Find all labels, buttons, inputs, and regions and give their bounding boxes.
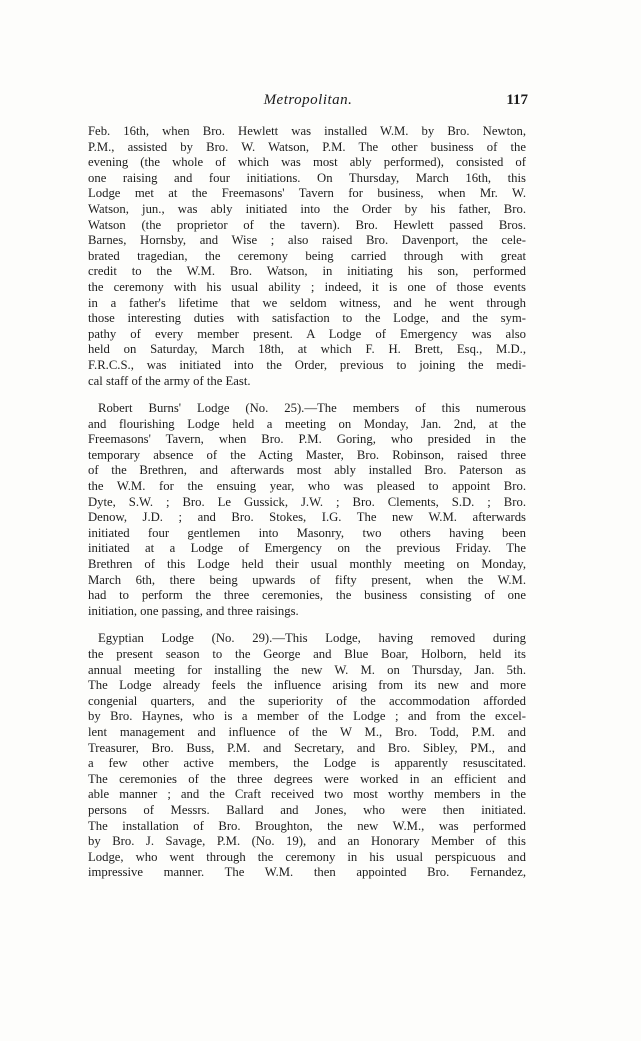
text-line: Barnes, Hornsby, and Wise ; also raised Bro. Davenport, the cele- — [88, 233, 526, 248]
text-line: by Bro. Haynes, who is a member of the Lodge ; and from the excel- — [88, 709, 526, 724]
text-line: Egyptian Lodge (No. 29).—This Lodge, having removed during — [98, 631, 526, 646]
body-text — [88, 124, 526, 881]
text-line: a few other active members, the Lodge is apparently resuscitated. — [88, 756, 526, 771]
text-line: those interesting duties with satisfaction to the Lodge, and the sym- — [88, 311, 526, 326]
text-line: Robert Burns' Lodge (No. 25).—The members of this numerous — [98, 401, 526, 416]
text-line: Dyte, S.W. ; Bro. Le Gussick, J.W. ; Bro. Clements, S.D. ; Bro. — [88, 494, 526, 509]
text-line: held on Saturday, March 18th, at which F. H. Brett, Esq., M.D., — [88, 342, 526, 357]
running-head: Metropolitan. — [263, 92, 353, 108]
text-line: the W.M. for the ensuing year, who was pleased to appoint Bro. — [88, 479, 526, 494]
text-line: of the Brethren, and afterwards most ably installed Bro. Paterson as — [88, 463, 526, 478]
text-line: Treasurer, Bro. Buss, P.M. and Secretary, and Bro. Sibley, PM., and — [88, 740, 526, 755]
text-line: F.R.C.S., was initiated into the Order, previous to joining the medi- — [88, 357, 526, 372]
text-line: initiated four gentlemen into Masonry, two others having been — [88, 525, 526, 540]
text-line: Lodge, who went through the ceremony in his usual perspicuous and — [88, 849, 526, 864]
text-line: pathy of every member present. A Lodge of Emergency was also — [88, 326, 526, 341]
text-line: Denow, J.D. ; and Bro. Stokes, I.G. The new W.M. afterwards — [88, 510, 526, 525]
text-line: annual meeting for installing the new W. M. on Thursday, Jan. 5th. — [88, 662, 526, 677]
paragraph-1 — [88, 124, 526, 389]
text-line: Brethren of this Lodge held their usual monthly meeting on Monday, — [88, 557, 526, 572]
paragraph-2 — [88, 401, 526, 619]
text-line: brated tragedian, the ceremony being carried through with great — [88, 248, 526, 263]
text-line: the present season to the George and Blue Boar, Holborn, held its — [88, 647, 526, 661]
text-line: March 6th, there being upwards of fifty present, when the W.M. — [88, 572, 526, 587]
text-line: The installation of Bro. Broughton, the new W.M., was performed — [88, 818, 526, 833]
text-line: in a father's lifetime that we seldom witness, and he went through — [88, 295, 526, 310]
text-line: P.M., assisted by Bro. W. Watson, P.M. The other business of the — [88, 139, 526, 154]
page-header — [88, 92, 528, 114]
text-line: cal staff of the army of the East. — [88, 373, 251, 388]
text-line: and flourishing Lodge held a meeting on Monday, Jan. 2nd, at the — [88, 416, 526, 431]
text-line: The ceremonies of the three degrees were worked in an efficient and — [88, 771, 526, 786]
paragraph-3 — [88, 631, 526, 881]
text-line: persons of Messrs. Ballard and Jones, who were then initiated. — [88, 802, 526, 817]
text-line: one raising and four initiations. On Thursday, March 16th, this — [88, 170, 526, 185]
text-line: impressive manner. The W.M. then appointed Bro. Fernandez, — [88, 865, 526, 880]
text-line: initiated at a Lodge of Emergency on the previous Friday. The — [88, 541, 526, 556]
text-line: the ceremony with his usual ability ; indeed, it is one of those events — [88, 279, 526, 294]
text-line: Lodge met at the Freemasons' Tavern for business, when Mr. W. — [88, 186, 526, 201]
text-line: able manner ; and the Craft received two most worthy members in the — [88, 787, 526, 802]
text-line: evening (the whole of which was most ably performed), consisted of — [88, 155, 526, 170]
paragraph-spacer — [88, 389, 526, 401]
paragraph-spacer — [88, 619, 526, 631]
text-line: Watson (the proprietor of the tavern). Bro. Hewlett passed Bros. — [88, 217, 526, 232]
text-line: initiation, one passing, and three raisings. — [88, 603, 299, 618]
text-line: Watson, jun., was ably initiated into the Order by his father, Bro. — [88, 201, 526, 216]
text-line: lent management and influence of the W M., Bro. Todd, P.M. and — [88, 724, 526, 739]
text-line: temporary absence of the Acting Master, Bro. Robinson, raised three — [88, 447, 526, 462]
text-line: Feb. 16th, when Bro. Hewlett was installed W.M. by Bro. Newton, — [88, 124, 526, 138]
text-line: Freemasons' Tavern, when Bro. P.M. Goring, who presided in the — [88, 432, 526, 447]
text-line: had to perform the three ceremonies, the business consisting of one — [88, 588, 526, 603]
text-line: The Lodge already feels the influence arising from its new and more — [88, 678, 526, 693]
page-number: 117 — [506, 92, 528, 108]
text-line: by Bro. J. Savage, P.M. (No. 19), and an Honorary Member of this — [88, 834, 526, 849]
text-line: congenial quarters, and the superiority of the accommodation afforded — [88, 693, 526, 708]
text-line: credit to the W.M. Bro. Watson, in initiating his son, performed — [88, 264, 526, 279]
